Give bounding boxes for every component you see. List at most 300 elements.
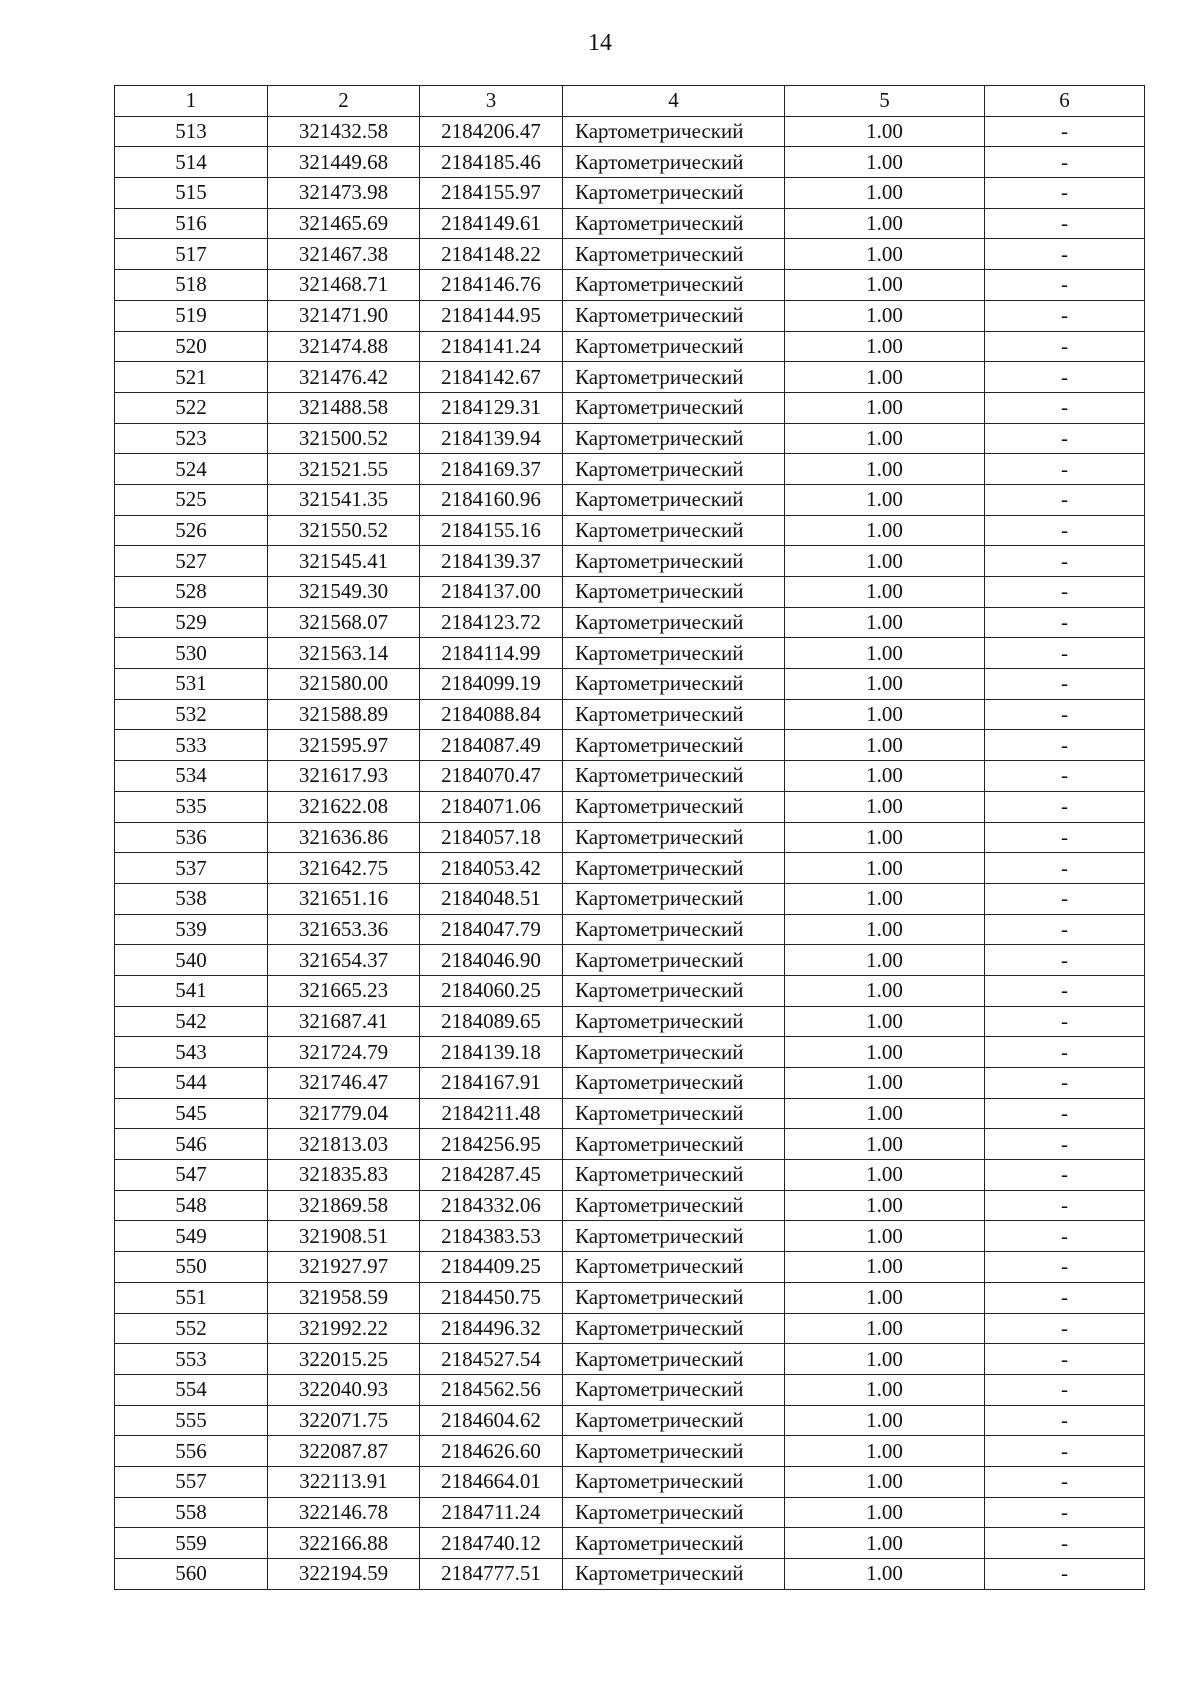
y-coordinate-cell: 2184089.65 xyxy=(420,1006,563,1037)
method-cell: Картометрический xyxy=(563,454,785,485)
x-coordinate-cell: 321467.38 xyxy=(268,239,420,270)
x-coordinate-cell: 321636.86 xyxy=(268,822,420,853)
method-cell: Картометрический xyxy=(563,791,785,822)
method-cell: Картометрический xyxy=(563,178,785,209)
y-coordinate-cell: 2184160.96 xyxy=(420,484,563,515)
note-cell: - xyxy=(985,484,1145,515)
method-cell: Картометрический xyxy=(563,147,785,178)
method-cell: Картометрический xyxy=(563,761,785,792)
note-cell: - xyxy=(985,515,1145,546)
note-cell: - xyxy=(985,638,1145,669)
point-number-cell: 530 xyxy=(115,638,268,669)
accuracy-cell: 1.00 xyxy=(785,208,985,239)
method-cell: Картометрический xyxy=(563,975,785,1006)
point-number-cell: 548 xyxy=(115,1190,268,1221)
x-coordinate-cell: 321992.22 xyxy=(268,1313,420,1344)
x-coordinate-cell: 321563.14 xyxy=(268,638,420,669)
point-number-cell: 517 xyxy=(115,239,268,270)
note-cell: - xyxy=(985,1006,1145,1037)
point-number-cell: 536 xyxy=(115,822,268,853)
note-cell: - xyxy=(985,1405,1145,1436)
y-coordinate-cell: 2184046.90 xyxy=(420,945,563,976)
note-cell: - xyxy=(985,239,1145,270)
point-number-cell: 533 xyxy=(115,730,268,761)
x-coordinate-cell: 321595.97 xyxy=(268,730,420,761)
point-number-cell: 554 xyxy=(115,1374,268,1405)
method-cell: Картометрический xyxy=(563,1129,785,1160)
accuracy-cell: 1.00 xyxy=(785,1037,985,1068)
accuracy-cell: 1.00 xyxy=(785,178,985,209)
x-coordinate-cell: 321927.97 xyxy=(268,1252,420,1283)
point-number-cell: 546 xyxy=(115,1129,268,1160)
x-coordinate-cell: 321746.47 xyxy=(268,1068,420,1099)
accuracy-cell: 1.00 xyxy=(785,853,985,884)
point-number-cell: 553 xyxy=(115,1344,268,1375)
note-cell: - xyxy=(985,208,1145,239)
y-coordinate-cell: 2184047.79 xyxy=(420,914,563,945)
method-cell: Картометрический xyxy=(563,331,785,362)
point-number-cell: 560 xyxy=(115,1559,268,1590)
table-row xyxy=(115,607,1145,638)
method-cell: Картометрический xyxy=(563,1252,785,1283)
note-cell: - xyxy=(985,147,1145,178)
x-coordinate-cell: 321580.00 xyxy=(268,669,420,700)
y-coordinate-cell: 2184206.47 xyxy=(420,116,563,147)
point-number-cell: 534 xyxy=(115,761,268,792)
accuracy-cell: 1.00 xyxy=(785,761,985,792)
table-header-row xyxy=(115,86,1145,117)
table-row xyxy=(115,730,1145,761)
table-row xyxy=(115,638,1145,669)
y-coordinate-cell: 2184071.06 xyxy=(420,791,563,822)
table-row xyxy=(115,853,1145,884)
note-cell: - xyxy=(985,300,1145,331)
method-cell: Картометрический xyxy=(563,1466,785,1497)
y-coordinate-cell: 2184169.37 xyxy=(420,454,563,485)
note-cell: - xyxy=(985,1344,1145,1375)
column-header-3: 3 xyxy=(420,86,563,117)
y-coordinate-cell: 2184256.95 xyxy=(420,1129,563,1160)
accuracy-cell: 1.00 xyxy=(785,883,985,914)
x-coordinate-cell: 322040.93 xyxy=(268,1374,420,1405)
accuracy-cell: 1.00 xyxy=(785,669,985,700)
y-coordinate-cell: 2184060.25 xyxy=(420,975,563,1006)
x-coordinate-cell: 321617.93 xyxy=(268,761,420,792)
table-row xyxy=(115,1282,1145,1313)
y-coordinate-cell: 2184740.12 xyxy=(420,1528,563,1559)
column-header-4: 4 xyxy=(563,86,785,117)
table-row xyxy=(115,300,1145,331)
y-coordinate-cell: 2184711.24 xyxy=(420,1497,563,1528)
method-cell: Картометрический xyxy=(563,1313,785,1344)
method-cell: Картометрический xyxy=(563,270,785,301)
accuracy-cell: 1.00 xyxy=(785,270,985,301)
accuracy-cell: 1.00 xyxy=(785,331,985,362)
table-row xyxy=(115,208,1145,239)
y-coordinate-cell: 2184409.25 xyxy=(420,1252,563,1283)
x-coordinate-cell: 321642.75 xyxy=(268,853,420,884)
y-coordinate-cell: 2184139.94 xyxy=(420,423,563,454)
note-cell: - xyxy=(985,669,1145,700)
accuracy-cell: 1.00 xyxy=(785,454,985,485)
note-cell: - xyxy=(985,730,1145,761)
method-cell: Картометрический xyxy=(563,1098,785,1129)
table-row xyxy=(115,1405,1145,1436)
y-coordinate-cell: 2184048.51 xyxy=(420,883,563,914)
y-coordinate-cell: 2184114.99 xyxy=(420,638,563,669)
accuracy-cell: 1.00 xyxy=(785,1405,985,1436)
accuracy-cell: 1.00 xyxy=(785,515,985,546)
point-number-cell: 541 xyxy=(115,975,268,1006)
accuracy-cell: 1.00 xyxy=(785,1221,985,1252)
page-number: 14 xyxy=(588,30,612,56)
point-number-cell: 550 xyxy=(115,1252,268,1283)
note-cell: - xyxy=(985,1497,1145,1528)
table-body xyxy=(115,116,1145,1589)
x-coordinate-cell: 321549.30 xyxy=(268,577,420,608)
x-coordinate-cell: 321813.03 xyxy=(268,1129,420,1160)
table-row xyxy=(115,1497,1145,1528)
point-number-cell: 525 xyxy=(115,484,268,515)
y-coordinate-cell: 2184604.62 xyxy=(420,1405,563,1436)
accuracy-cell: 1.00 xyxy=(785,1006,985,1037)
accuracy-cell: 1.00 xyxy=(785,1252,985,1283)
point-number-cell: 545 xyxy=(115,1098,268,1129)
x-coordinate-cell: 322113.91 xyxy=(268,1466,420,1497)
method-cell: Картометрический xyxy=(563,822,785,853)
table-row xyxy=(115,1221,1145,1252)
table-row xyxy=(115,1374,1145,1405)
method-cell: Картометрический xyxy=(563,484,785,515)
x-coordinate-cell: 321588.89 xyxy=(268,699,420,730)
method-cell: Картометрический xyxy=(563,208,785,239)
point-number-cell: 558 xyxy=(115,1497,268,1528)
method-cell: Картометрический xyxy=(563,1160,785,1191)
x-coordinate-cell: 321476.42 xyxy=(268,362,420,393)
table-row xyxy=(115,914,1145,945)
note-cell: - xyxy=(985,1160,1145,1191)
x-coordinate-cell: 322071.75 xyxy=(268,1405,420,1436)
accuracy-cell: 1.00 xyxy=(785,607,985,638)
point-number-cell: 538 xyxy=(115,883,268,914)
table-row xyxy=(115,484,1145,515)
accuracy-cell: 1.00 xyxy=(785,1129,985,1160)
method-cell: Картометрический xyxy=(563,730,785,761)
y-coordinate-cell: 2184155.16 xyxy=(420,515,563,546)
table-row xyxy=(115,116,1145,147)
y-coordinate-cell: 2184496.32 xyxy=(420,1313,563,1344)
note-cell: - xyxy=(985,116,1145,147)
x-coordinate-cell: 321449.68 xyxy=(268,147,420,178)
y-coordinate-cell: 2184088.84 xyxy=(420,699,563,730)
x-coordinate-cell: 322194.59 xyxy=(268,1559,420,1590)
table-row xyxy=(115,1190,1145,1221)
table-row xyxy=(115,1160,1145,1191)
x-coordinate-cell: 322146.78 xyxy=(268,1497,420,1528)
table-row xyxy=(115,515,1145,546)
y-coordinate-cell: 2184142.67 xyxy=(420,362,563,393)
method-cell: Картометрический xyxy=(563,1068,785,1099)
table-row xyxy=(115,178,1145,209)
y-coordinate-cell: 2184141.24 xyxy=(420,331,563,362)
note-cell: - xyxy=(985,853,1145,884)
y-coordinate-cell: 2184626.60 xyxy=(420,1436,563,1467)
method-cell: Картометрический xyxy=(563,1282,785,1313)
table-row xyxy=(115,761,1145,792)
note-cell: - xyxy=(985,1313,1145,1344)
column-header-6: 6 xyxy=(985,86,1145,117)
note-cell: - xyxy=(985,1374,1145,1405)
note-cell: - xyxy=(985,1282,1145,1313)
y-coordinate-cell: 2184123.72 xyxy=(420,607,563,638)
note-cell: - xyxy=(985,1037,1145,1068)
point-number-cell: 524 xyxy=(115,454,268,485)
note-cell: - xyxy=(985,1559,1145,1590)
y-coordinate-cell: 2184139.18 xyxy=(420,1037,563,1068)
method-cell: Картометрический xyxy=(563,669,785,700)
method-cell: Картометрический xyxy=(563,1405,785,1436)
x-coordinate-cell: 321687.41 xyxy=(268,1006,420,1037)
y-coordinate-cell: 2184167.91 xyxy=(420,1068,563,1099)
x-coordinate-cell: 321488.58 xyxy=(268,392,420,423)
accuracy-cell: 1.00 xyxy=(785,1374,985,1405)
table-row xyxy=(115,1129,1145,1160)
table-row xyxy=(115,577,1145,608)
point-number-cell: 556 xyxy=(115,1436,268,1467)
accuracy-cell: 1.00 xyxy=(785,392,985,423)
accuracy-cell: 1.00 xyxy=(785,699,985,730)
accuracy-cell: 1.00 xyxy=(785,1160,985,1191)
accuracy-cell: 1.00 xyxy=(785,1313,985,1344)
x-coordinate-cell: 321550.52 xyxy=(268,515,420,546)
accuracy-cell: 1.00 xyxy=(785,638,985,669)
method-cell: Картометрический xyxy=(563,1497,785,1528)
accuracy-cell: 1.00 xyxy=(785,484,985,515)
method-cell: Картометрический xyxy=(563,577,785,608)
method-cell: Картометрический xyxy=(563,607,785,638)
accuracy-cell: 1.00 xyxy=(785,975,985,1006)
y-coordinate-cell: 2184148.22 xyxy=(420,239,563,270)
table-row xyxy=(115,1436,1145,1467)
accuracy-cell: 1.00 xyxy=(785,1497,985,1528)
accuracy-cell: 1.00 xyxy=(785,300,985,331)
x-coordinate-cell: 321471.90 xyxy=(268,300,420,331)
note-cell: - xyxy=(985,546,1145,577)
x-coordinate-cell: 321779.04 xyxy=(268,1098,420,1129)
note-cell: - xyxy=(985,791,1145,822)
note-cell: - xyxy=(985,362,1145,393)
point-number-cell: 532 xyxy=(115,699,268,730)
accuracy-cell: 1.00 xyxy=(785,116,985,147)
y-coordinate-cell: 2184149.61 xyxy=(420,208,563,239)
accuracy-cell: 1.00 xyxy=(785,423,985,454)
y-coordinate-cell: 2184562.56 xyxy=(420,1374,563,1405)
note-cell: - xyxy=(985,975,1145,1006)
method-cell: Картометрический xyxy=(563,362,785,393)
method-cell: Картометрический xyxy=(563,1559,785,1590)
x-coordinate-cell: 321468.71 xyxy=(268,270,420,301)
note-cell: - xyxy=(985,423,1145,454)
point-number-cell: 547 xyxy=(115,1160,268,1191)
method-cell: Картометрический xyxy=(563,515,785,546)
y-coordinate-cell: 2184137.00 xyxy=(420,577,563,608)
method-cell: Картометрический xyxy=(563,1221,785,1252)
table-row xyxy=(115,791,1145,822)
y-coordinate-cell: 2184057.18 xyxy=(420,822,563,853)
accuracy-cell: 1.00 xyxy=(785,239,985,270)
table-row xyxy=(115,1006,1145,1037)
x-coordinate-cell: 321958.59 xyxy=(268,1282,420,1313)
table-row xyxy=(115,1068,1145,1099)
method-cell: Картометрический xyxy=(563,1344,785,1375)
point-number-cell: 520 xyxy=(115,331,268,362)
x-coordinate-cell: 321465.69 xyxy=(268,208,420,239)
x-coordinate-cell: 322166.88 xyxy=(268,1528,420,1559)
note-cell: - xyxy=(985,1129,1145,1160)
point-number-cell: 515 xyxy=(115,178,268,209)
table-row xyxy=(115,883,1145,914)
point-number-cell: 557 xyxy=(115,1466,268,1497)
accuracy-cell: 1.00 xyxy=(785,1436,985,1467)
method-cell: Картометрический xyxy=(563,423,785,454)
table-row xyxy=(115,454,1145,485)
note-cell: - xyxy=(985,945,1145,976)
x-coordinate-cell: 321541.35 xyxy=(268,484,420,515)
accuracy-cell: 1.00 xyxy=(785,1098,985,1129)
table-row xyxy=(115,822,1145,853)
method-cell: Картометрический xyxy=(563,883,785,914)
accuracy-cell: 1.00 xyxy=(785,1190,985,1221)
point-number-cell: 551 xyxy=(115,1282,268,1313)
x-coordinate-cell: 322015.25 xyxy=(268,1344,420,1375)
table-row xyxy=(115,1466,1145,1497)
point-number-cell: 543 xyxy=(115,1037,268,1068)
column-header-5: 5 xyxy=(785,86,985,117)
y-coordinate-cell: 2184144.95 xyxy=(420,300,563,331)
column-header-2: 2 xyxy=(268,86,420,117)
table-row xyxy=(115,331,1145,362)
method-cell: Картометрический xyxy=(563,116,785,147)
note-cell: - xyxy=(985,1436,1145,1467)
x-coordinate-cell: 321432.58 xyxy=(268,116,420,147)
note-cell: - xyxy=(985,1466,1145,1497)
note-cell: - xyxy=(985,699,1145,730)
x-coordinate-cell: 321724.79 xyxy=(268,1037,420,1068)
x-coordinate-cell: 321545.41 xyxy=(268,546,420,577)
accuracy-cell: 1.00 xyxy=(785,791,985,822)
x-coordinate-cell: 321568.07 xyxy=(268,607,420,638)
method-cell: Картометрический xyxy=(563,638,785,669)
point-number-cell: 542 xyxy=(115,1006,268,1037)
y-coordinate-cell: 2184664.01 xyxy=(420,1466,563,1497)
table-row xyxy=(115,1037,1145,1068)
accuracy-cell: 1.00 xyxy=(785,1344,985,1375)
x-coordinate-cell: 321521.55 xyxy=(268,454,420,485)
table-row xyxy=(115,239,1145,270)
note-cell: - xyxy=(985,178,1145,209)
point-number-cell: 519 xyxy=(115,300,268,331)
note-cell: - xyxy=(985,270,1145,301)
accuracy-cell: 1.00 xyxy=(785,147,985,178)
note-cell: - xyxy=(985,1221,1145,1252)
note-cell: - xyxy=(985,761,1145,792)
point-number-cell: 526 xyxy=(115,515,268,546)
note-cell: - xyxy=(985,607,1145,638)
y-coordinate-cell: 2184099.19 xyxy=(420,669,563,700)
table-row xyxy=(115,362,1145,393)
method-cell: Картометрический xyxy=(563,1528,785,1559)
note-cell: - xyxy=(985,454,1145,485)
point-number-cell: 514 xyxy=(115,147,268,178)
table-row xyxy=(115,975,1145,1006)
x-coordinate-cell: 321653.36 xyxy=(268,914,420,945)
y-coordinate-cell: 2184155.97 xyxy=(420,178,563,209)
point-number-cell: 549 xyxy=(115,1221,268,1252)
accuracy-cell: 1.00 xyxy=(785,730,985,761)
point-number-cell: 555 xyxy=(115,1405,268,1436)
method-cell: Картометрический xyxy=(563,1190,785,1221)
note-cell: - xyxy=(985,331,1145,362)
y-coordinate-cell: 2184146.76 xyxy=(420,270,563,301)
note-cell: - xyxy=(985,392,1145,423)
y-coordinate-cell: 2184527.54 xyxy=(420,1344,563,1375)
table-row xyxy=(115,669,1145,700)
y-coordinate-cell: 2184777.51 xyxy=(420,1559,563,1590)
x-coordinate-cell: 321665.23 xyxy=(268,975,420,1006)
x-coordinate-cell: 321474.88 xyxy=(268,331,420,362)
table-row xyxy=(115,1528,1145,1559)
accuracy-cell: 1.00 xyxy=(785,1466,985,1497)
note-cell: - xyxy=(985,1252,1145,1283)
y-coordinate-cell: 2184087.49 xyxy=(420,730,563,761)
accuracy-cell: 1.00 xyxy=(785,362,985,393)
note-cell: - xyxy=(985,1098,1145,1129)
accuracy-cell: 1.00 xyxy=(785,1559,985,1590)
table-row xyxy=(115,1098,1145,1129)
x-coordinate-cell: 321651.16 xyxy=(268,883,420,914)
point-number-cell: 516 xyxy=(115,208,268,239)
point-number-cell: 544 xyxy=(115,1068,268,1099)
y-coordinate-cell: 2184129.31 xyxy=(420,392,563,423)
point-number-cell: 528 xyxy=(115,577,268,608)
point-number-cell: 540 xyxy=(115,945,268,976)
method-cell: Картометрический xyxy=(563,945,785,976)
y-coordinate-cell: 2184383.53 xyxy=(420,1221,563,1252)
point-number-cell: 552 xyxy=(115,1313,268,1344)
note-cell: - xyxy=(985,1528,1145,1559)
point-number-cell: 539 xyxy=(115,914,268,945)
accuracy-cell: 1.00 xyxy=(785,1282,985,1313)
y-coordinate-cell: 2184070.47 xyxy=(420,761,563,792)
y-coordinate-cell: 2184450.75 xyxy=(420,1282,563,1313)
point-number-cell: 535 xyxy=(115,791,268,822)
x-coordinate-cell: 321500.52 xyxy=(268,423,420,454)
table-row xyxy=(115,1313,1145,1344)
note-cell: - xyxy=(985,577,1145,608)
x-coordinate-cell: 321869.58 xyxy=(268,1190,420,1221)
point-number-cell: 559 xyxy=(115,1528,268,1559)
x-coordinate-cell: 321908.51 xyxy=(268,1221,420,1252)
accuracy-cell: 1.00 xyxy=(785,945,985,976)
method-cell: Картометрический xyxy=(563,1374,785,1405)
accuracy-cell: 1.00 xyxy=(785,1068,985,1099)
table-row xyxy=(115,1344,1145,1375)
point-number-cell: 529 xyxy=(115,607,268,638)
method-cell: Картометрический xyxy=(563,914,785,945)
point-number-cell: 522 xyxy=(115,392,268,423)
y-coordinate-cell: 2184053.42 xyxy=(420,853,563,884)
method-cell: Картометрический xyxy=(563,1436,785,1467)
